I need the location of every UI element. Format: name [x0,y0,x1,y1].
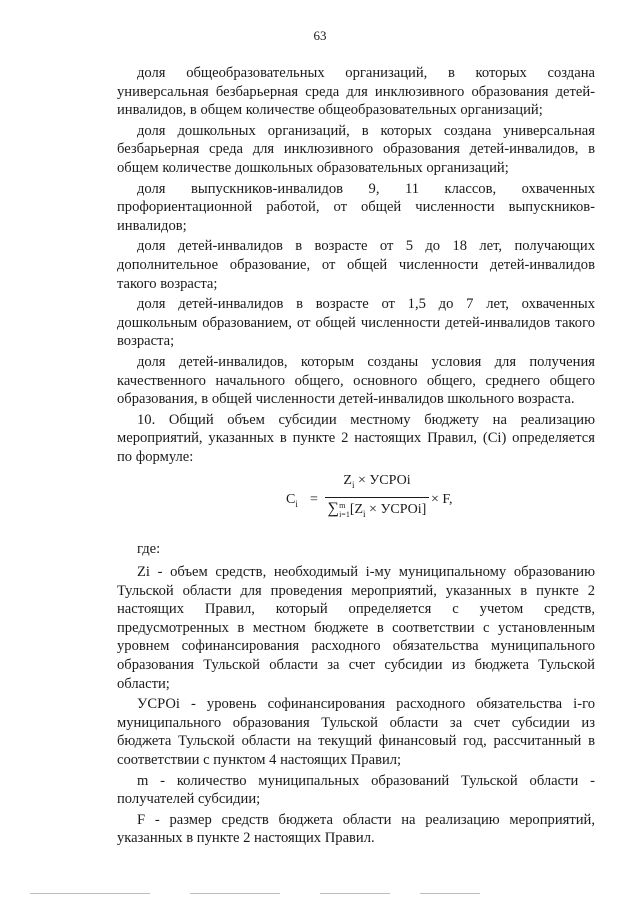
scan-artifact [30,893,150,894]
definition-f: F - размер средств бюджета области на реализацию мероприятий, указанных в пункте 2 настоящих Правил. [117,811,595,847]
formula-tail: × F, [431,492,453,508]
formula-equals: = [310,492,318,508]
page-number: 63 [313,28,327,43]
formula-numerator: $Z_i$ × УСРОi [325,472,429,497]
scan-artifact [190,893,280,894]
formula-lhs: $C_i$ [286,492,298,510]
scan-artifact [420,893,480,894]
paragraph-share-graduates: доля выпускников-инвалидов 9, 11 классов, охваченных профориентационной работой, от общей численности выпускников-инвалидов; [117,180,595,234]
subsidy-formula [117,472,595,532]
where-label: где: [137,541,161,558]
definition-m: m - количество муниципальных образований Тульской области - получателей субсидии; [117,772,595,808]
paragraph-share-general-education: доля общеобразовательных организаций, в которых создана универсальная безбарьерная среда для инклюзивного образования детей-инвалидов, в общем количестве общеобразовательных организаций; [117,65,595,119]
definition-usroi: УСРОi - уровень софинансирования расходного обязательства i-го муниципального образования Тульской области за счет субсидии из бюджета Тульской области на текущий финансовый год, рассчитанный в соответствии с пунктом 4 настоящих Правил; [117,696,595,768]
paragraph-item-10: 10. Общий объем субсидии местному бюджету на реализацию мероприятий, указанных в пункте 2 настоящих Правил, (Ci) определяется по формуле: [117,411,595,465]
paragraph-share-preschool-children: доля детей-инвалидов в возрасте от 1,5 до 7 лет, охваченных дошкольным образованием, от общей численности детей-инвалидов такого возраста; [117,296,595,350]
paragraph-share-additional-education: доля детей-инвалидов в возрасте от 5 до 18 лет, получающих дополнительное образование, от общей численности детей-инвалидов такого возраста; [117,238,595,292]
definition-zi: Zi - объем средств, необходимый i-му муниципальному образованию Тульской области для проведения мероприятий, указанных в пункте 2 настоящих Правил, который определяется с учетом средств, предусмотренных в местном бюджете в соответствии с установленным уровнем софинансирования расходного обязательства муниципального образования Тульской области за счет субсидии из бюджета Тульской области; [117,564,595,692]
formula-denominator: ∑m $i=1[Z_i$ × УСРОi] [327,499,427,519]
sum-limits: m i=1 [339,500,350,519]
paragraph-share-school-conditions: доля детей-инвалидов, которым созданы условия для получения качественного начального общего, основного общего, среднего общего образования, в общей численности детей-инвалидов школьного возраста. [117,353,595,408]
document-body [117,64,595,850]
sum-symbol: ∑ [327,499,340,517]
paragraph-share-preschool: доля дошкольных организаций, в которых создана универсальная безбарьерная среда для инклюзивного образования детей-инвалидов, в общем количестве дошкольных образовательных организаций; [117,122,595,176]
scan-artifact [320,893,390,894]
formula-fraction [325,472,429,523]
